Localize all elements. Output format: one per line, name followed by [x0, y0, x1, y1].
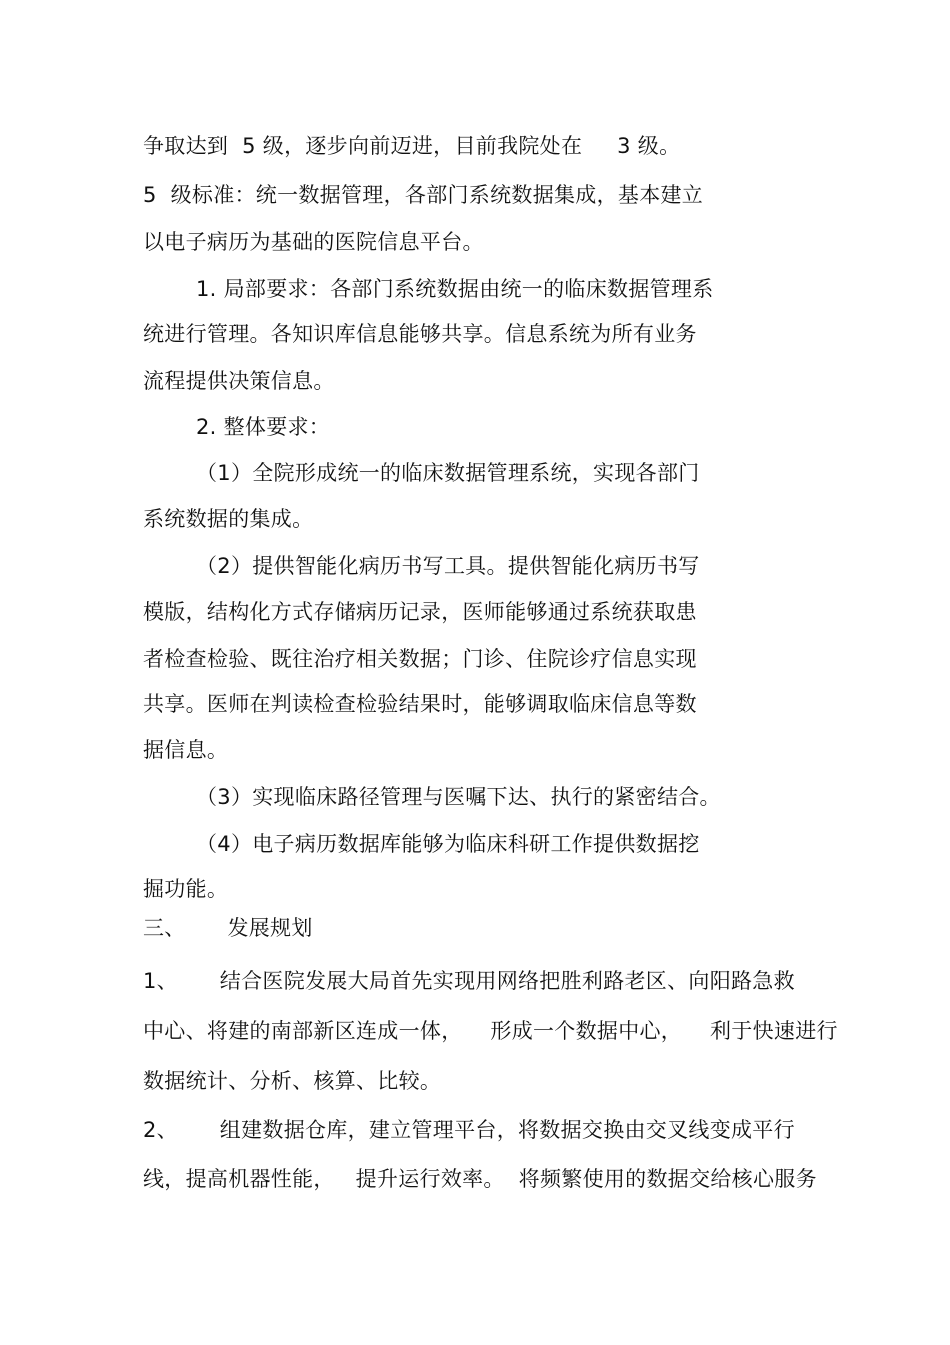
text-line: 共享。医师在判读检查检验结果时，能够调取临床信息等数 [143, 692, 697, 716]
text-line: （3）实现临床路径管理与医嘱下达、执行的紧密结合。 [196, 785, 721, 809]
text-line: 中心、将建的南部新区连成一体， 形成一个数据中心， 利于快速进行 [143, 1019, 838, 1043]
text-line: （1）全院形成统一的临床数据管理系统，实现各部门 [196, 461, 700, 485]
text-line: 5 级标准：统一数据管理，各部门系统数据集成，基本建立 [143, 183, 704, 207]
text-line: 数据统计、分析、核算、比较。 [143, 1069, 442, 1093]
section-heading: 三、 发展规划 [143, 916, 313, 940]
text-line: 1、 结合医院发展大局首先实现用网络把胜利路老区、向阳路急救 [143, 969, 795, 993]
text-line: 争取达到 5 级，逐步向前迈进，目前我院处在 3 级。 [143, 134, 681, 158]
text-line: （2）提供智能化病历书写工具。提供智能化病历书写 [196, 554, 700, 578]
text-line: 统进行管理。各知识库信息能够共享。信息系统为所有业务 [143, 322, 697, 346]
text-line: 者检查检验、既往治疗相关数据；门诊、住院诊疗信息实现 [143, 647, 697, 671]
text-line: 线，提高机器性能， 提升运行效率。 将频繁使用的数据交给核心服务 [143, 1167, 817, 1191]
text-line: 模版，结构化方式存储病历记录，医师能够通过系统获取患 [143, 600, 697, 624]
text-line: 流程提供决策信息。 [143, 369, 335, 393]
text-line: 1. 局部要求：各部门系统数据由统一的临床数据管理系 [196, 277, 714, 301]
text-line: （4）电子病历数据库能够为临床科研工作提供数据挖 [196, 832, 700, 856]
text-line: 掘功能。 [143, 877, 229, 901]
text-line: 2. 整体要求： [196, 415, 331, 439]
text-line: 据信息。 [143, 738, 229, 762]
text-line: 系统数据的集成。 [143, 507, 314, 531]
text-line: 以电子病历为基础的医院信息平台。 [143, 230, 484, 254]
text-line: 2、 组建数据仓库，建立管理平台，将数据交换由交叉线变成平行 [143, 1118, 795, 1142]
